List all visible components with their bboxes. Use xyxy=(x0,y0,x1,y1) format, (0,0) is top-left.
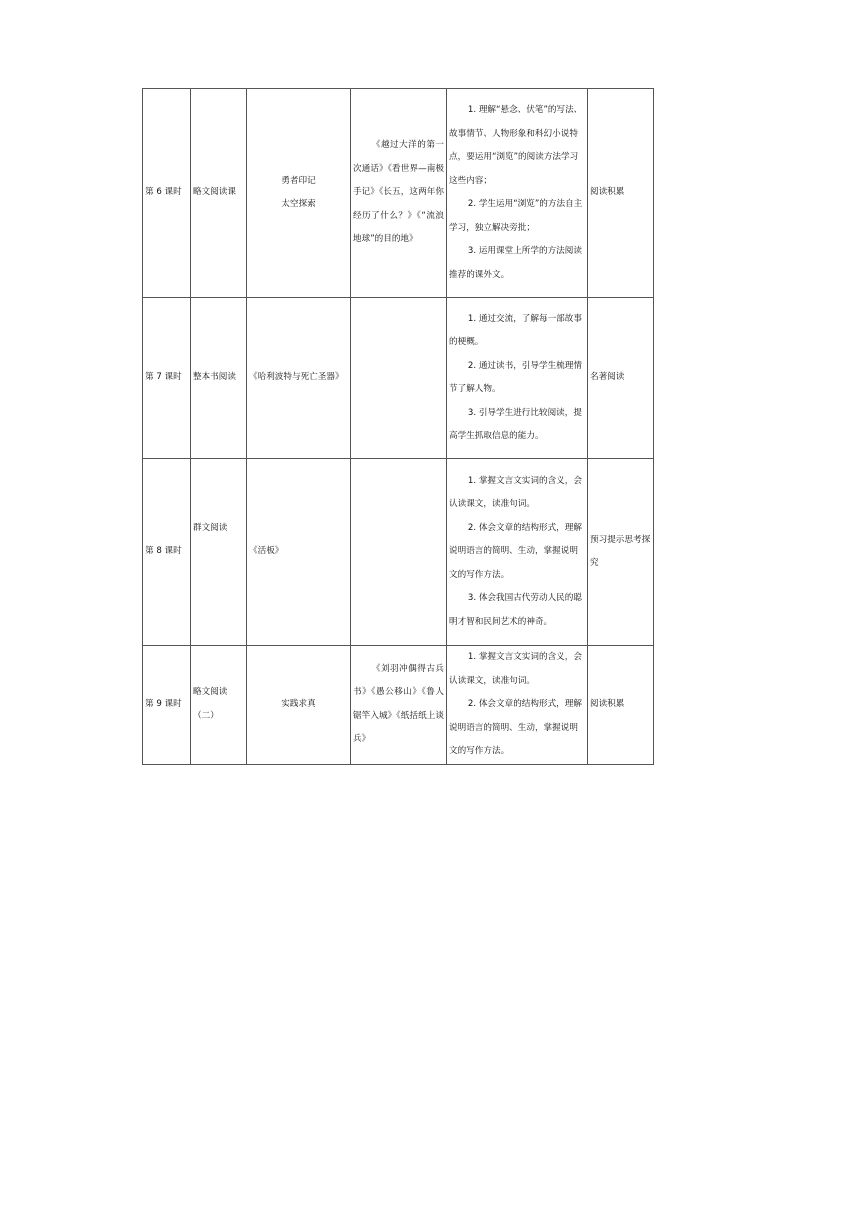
content-cell xyxy=(247,89,351,298)
objective-item: 1. 掌握文言文实词的含义，会认读课文，读准句词。 xyxy=(449,475,582,510)
table-row xyxy=(143,298,654,459)
lesson-plan-table xyxy=(142,88,654,765)
content-cell xyxy=(247,646,351,765)
objective-item: 1. 通过交流，了解每一部故事的梗概。 xyxy=(449,313,582,347)
objective-item: 2. 通过读书，引导学生梳理情节了解人物。 xyxy=(449,360,582,394)
content-line: 《活板》 xyxy=(249,546,284,557)
objective-item: 3. 运用课堂上所学的方法阅读推荐的课外文。 xyxy=(449,246,582,280)
texts-cell: 《越过大洋的第一次通话》《看世界—南极手记》《长五，这两年你经历了什么？》《“流浪地球”的目的地》 xyxy=(351,89,447,298)
content-cell xyxy=(247,298,351,459)
lesson-type-cell xyxy=(191,459,247,646)
objectives-cell xyxy=(447,646,588,765)
texts-cell: 《刘羽冲偶得古兵书》《愚公移山》《鲁人锯竿入城》《纸括纸上谈兵》 xyxy=(351,646,447,765)
method-cell: 阅读积累 xyxy=(588,89,654,298)
texts-cell xyxy=(351,298,447,459)
lesson-type-text: 群文阅读 xyxy=(193,523,228,533)
texts-cell xyxy=(351,459,447,646)
objective-item: 2. 学生运用“浏览”的方法自主学习，独立解决旁批； xyxy=(449,199,583,233)
method-cell: 阅读积累 xyxy=(588,646,654,765)
content-line: 太空探索 xyxy=(281,199,316,209)
objective-item: 2. 体会文章的结构形式，理解说明语言的简明、生动，掌握说明文的写作方法。 xyxy=(449,699,582,756)
lesson-type-cell: 整本书阅读 xyxy=(191,298,247,459)
lesson-type-cell: 略文阅读课 xyxy=(191,89,247,298)
content-line: 实践求真 xyxy=(281,699,316,709)
content-line: 勇者印记 xyxy=(281,175,316,186)
method-cell: 名著阅读 xyxy=(588,298,654,459)
objectives-cell xyxy=(447,89,588,298)
lesson-cell: 第 8 课时 xyxy=(143,459,191,646)
objective-item: 1. 掌握文言文实词的含义，会认读课文，读准句词。 xyxy=(449,652,582,686)
objectives-cell xyxy=(447,298,588,459)
objective-item: 3. 体会我国古代劳动人民的聪明才智和民间艺术的神奇。 xyxy=(449,593,582,627)
content-line: 《哈利波特与死亡圣器》 xyxy=(249,372,344,383)
method-cell: 预习提示思考探究 xyxy=(588,459,654,646)
lesson-type-cell: 略文阅读（二） xyxy=(191,646,247,765)
table-row xyxy=(143,89,654,298)
content-cell xyxy=(247,459,351,646)
objective-item: 2. 体会文章的结构形式，理解说明语言的简明、生动，掌握说明文的写作方法。 xyxy=(449,522,582,580)
lesson-cell: 第 7 课时 xyxy=(143,298,191,459)
table-row xyxy=(143,459,654,646)
table-row xyxy=(143,646,654,765)
lesson-cell: 第 9 课时 xyxy=(143,646,191,765)
objective-item: 1. 理解“悬念、伏笔”的写法、故事情节、人物形象和科幻小说特点，要运用“浏览”的阅读方法学习这些内容； xyxy=(449,105,583,186)
lesson-cell: 第 6 课时 xyxy=(143,89,191,298)
objective-item: 3. 引导学生进行比较阅读，提高学生抓取信息的能力。 xyxy=(449,407,582,441)
objectives-cell xyxy=(447,459,588,646)
